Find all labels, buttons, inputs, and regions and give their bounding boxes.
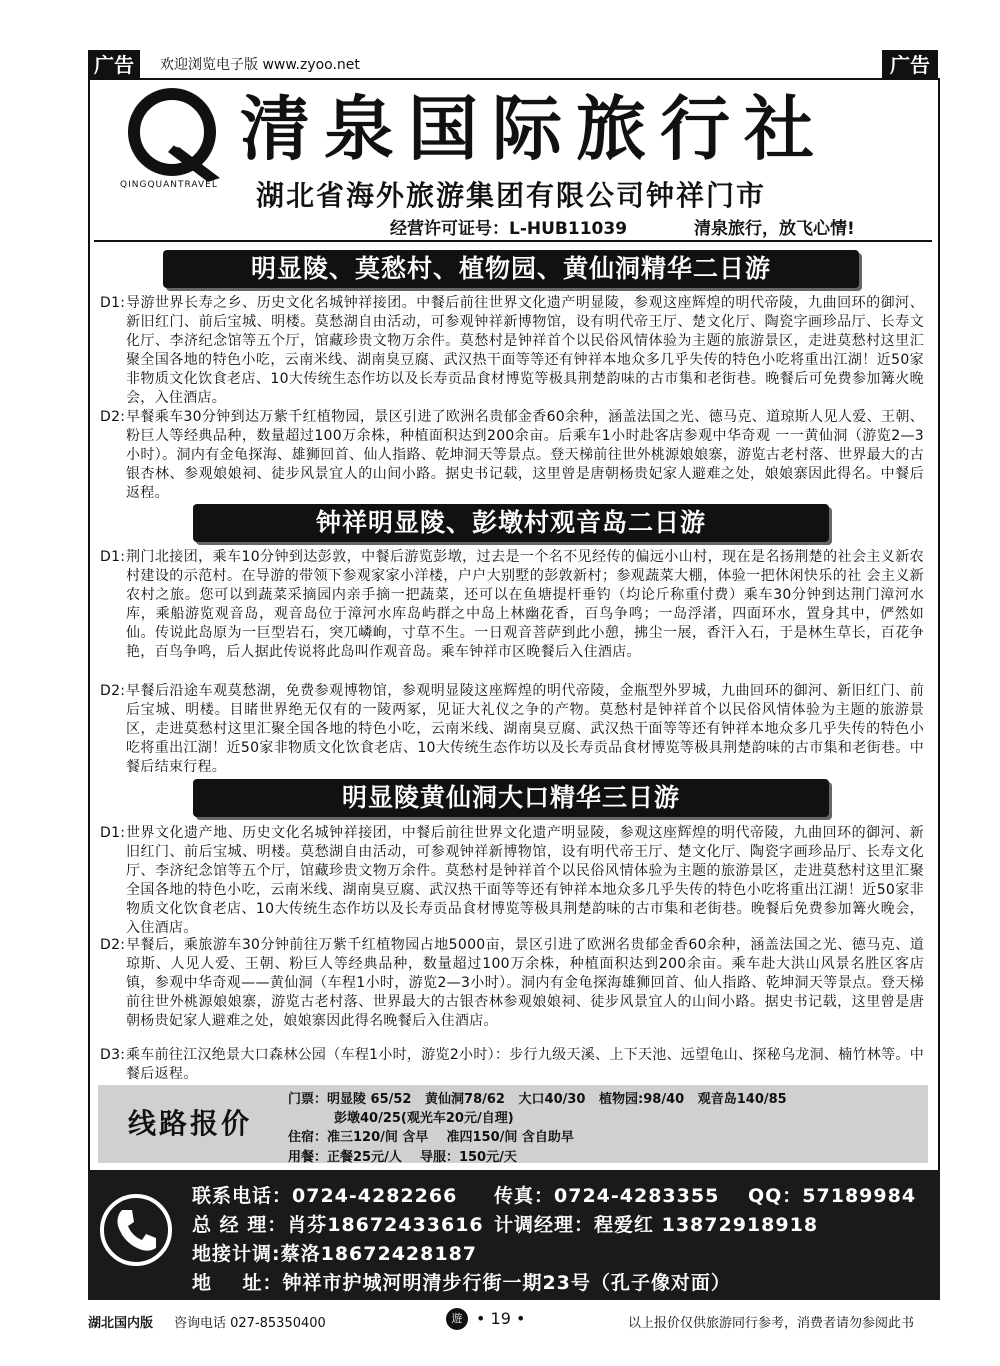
contact-address: 地 址：钟祥市护城河明清步行街一期23号（孔子像对面） bbox=[192, 1272, 731, 1294]
tour-3-day-1 bbox=[100, 824, 924, 938]
ad-tag-right: 广告 bbox=[882, 50, 938, 80]
ticket-prices-extra: 彭墩40/25(观光车20元/自理) bbox=[334, 1111, 514, 1126]
day-label: D3: bbox=[100, 1047, 126, 1063]
hotline-text: 咨询电话 027-85350400 bbox=[174, 1316, 326, 1331]
day-text: 荆门北接团，乘车10分钟到达彭敦，中餐后游览彭墩，过去是一个名不见经传的偏远小山村，现在是名扬荆楚的社会主义新农村建设的示范村。在导游的带领下参观家家小洋楼，户户大别墅的彭敦新村；参观蔬菜大棚，体验一把休闲快乐的社 会主义新农村之旅。您可以到蔬菜采摘园内亲手摘一把蔬菜，还可以在鱼塘提杆垂钓（均论斤称重付费）乘车30分钟到达荆门漳河水库，乘船游览观音岛，观音岛位于漳河水库岛屿群之中岛上林幽花香，百鸟争鸣；一岛浮渚，四面环水，置身其中，俨然如仙。传说此岛原为一巨型岩石，突兀嶙峋，寸草不生。一日观音菩萨到此小憩，拂尘一展，香汗入石，于是林生草长，百花争艳，百鸟争鸣，后人据此传说将此岛叫作观音岛。乘车钟祥市区晚餐后入住酒店。 bbox=[126, 549, 924, 660]
tour-1-day-2 bbox=[100, 408, 924, 503]
page-number: • 19 • bbox=[476, 1309, 526, 1328]
logo-badge-icon: 遊 bbox=[446, 1308, 468, 1330]
day-label: D2: bbox=[100, 937, 126, 953]
agency-slogan: 清泉旅行，放飞心情! bbox=[694, 219, 855, 239]
contact-local: 地接计调:蔡洛18672428187 bbox=[192, 1243, 478, 1265]
day-label: D1: bbox=[100, 549, 126, 565]
edition-label: 湖北国内版 bbox=[88, 1316, 154, 1331]
day-label: D1: bbox=[100, 295, 126, 311]
day-text: 早餐后沿途车观莫愁湖，免费参观博物馆，参观明显陵这座辉煌的明代帝陵，金瓶型外罗城，九曲回环的御河、新旧红门、前后宝城、明楼。目睹世界绝无仅有的一陵两冢，见证大礼仪之争的产物。莫愁村是钟祥首个以民俗风情体验为主题的旅游景区，走进莫愁村这里汇聚全国各地的特色小吃，云南米线、湖南臭豆腐、武汉热干面等等还有钟祥本地众多几乎失传的特色小吃将重出江湖！近50家非物质文化饮食老店、10大传统生态作坊以及长寿贡品食材博览等极具荆楚韵味的古市集和老街巷。中餐后结束行程。 bbox=[126, 683, 924, 775]
day-label: D1: bbox=[100, 825, 126, 841]
tour-1-day-1 bbox=[100, 294, 924, 408]
q-logo-icon bbox=[120, 86, 230, 186]
logo-caption: QINGQUANTRAVEL bbox=[120, 180, 218, 190]
agency-name: 清泉国际旅行社 bbox=[240, 87, 828, 170]
day-label: D2: bbox=[100, 683, 126, 699]
meal-guide-prices: 用餐：正餐25元/人 导服：150元/天 bbox=[288, 1150, 517, 1165]
tour-3-day-2 bbox=[100, 936, 924, 1031]
day-text: 导游世界长寿之乡、历史文化名城钟祥接团。中餐后前往世界文化遗产明显陵，参观这座辉煌的明代帝陵，九曲回环的御河、新旧红门、前后宝城、明楼。莫愁湖自由活动，可参观钟祥新博物馆，设有明代帝王厅、楚文化厅、陶瓷字画珍品厅、长寿文化厅、李济纪念馆等五个厅，馆藏珍贵文物万余件。莫愁村是钟祥首个以民俗风情体验为主题的旅游景区，走进莫愁村这里汇聚全国各地的特色小吃，云南米线、湖南臭豆腐、武汉热干面等等还有钟祥本地众多几乎失传的特色小吃将重出江湖！近50家非物质文化饮食老店、10大传统生态作坊以及长寿贡品食材博览等极具荆楚韵味的古市集和老街巷。晚餐后可免费参加篝火晚会，入住酒店。 bbox=[126, 295, 924, 406]
contact-qq: QQ：57189984 bbox=[748, 1185, 917, 1207]
tour-2-day-2 bbox=[100, 682, 924, 777]
agency-subtitle: 湖北省海外旅游集团有限公司钟祥门市 bbox=[256, 179, 767, 212]
contact-phone: 联系电话：0724-4282266 bbox=[192, 1185, 458, 1207]
logo-letter: Q bbox=[158, 115, 186, 150]
header-divider bbox=[94, 240, 932, 242]
tour-2-title: 钟祥明显陵、彭墩村观音岛二日游 bbox=[193, 504, 829, 542]
lodging-prices: 住宿：准三120/间 含早 准四150/间 含自助早 bbox=[288, 1130, 574, 1145]
day-text: 乘车前往江汉绝景大口森林公园（车程1小时，游览2小时）：步行九级天溪、上下天池、远望龟山、探秘乌龙洞、楠竹林等。中餐后返程。 bbox=[126, 1047, 924, 1082]
tour-2-day-1 bbox=[100, 548, 924, 662]
disclaimer-text: 以上报价仅供旅游同行参考，消费者请勿参阅此书 bbox=[628, 1316, 915, 1331]
ad-tag-left: 广告 bbox=[88, 50, 140, 80]
contact-scheduler: 计调经理：程爱红 13872918918 bbox=[494, 1214, 819, 1236]
agency-logo bbox=[120, 86, 230, 186]
site-url-text[interactable]: 欢迎浏览电子版 www.zyoo.net bbox=[160, 57, 360, 73]
tour-1-title: 明显陵、莫愁村、植物园、黄仙洞精华二日游 bbox=[163, 250, 859, 288]
phone-icon bbox=[98, 1192, 174, 1268]
contact-manager: 总 经 理：肖芬18672433616 bbox=[192, 1214, 484, 1236]
license-number: 经营许可证号：L-HUB11039 bbox=[390, 219, 628, 239]
ticket-prices: 门票：明显陵 65/52 黄仙洞78/62 大口40/30 植物园:98/40 观音岛140/85 bbox=[288, 1092, 787, 1107]
pricing-heading: 线路报价 bbox=[128, 1107, 253, 1140]
contact-fax: 传真：0724-4283355 bbox=[494, 1185, 720, 1207]
day-text: 世界文化遗产地、历史文化名城钟祥接团，中餐后前往世界文化遗产明显陵，参观这座辉煌的明代帝陵，九曲回环的御河、新旧红门、前后宝城、明楼。莫愁湖自由活动，可参观钟祥新博物馆，设有明代帝王厅、楚文化厅、陶瓷字画珍品厅、长寿文化厅、李济纪念馆等五个厅，馆藏珍贵文物万余件。莫愁村是钟祥首个以民俗风情体验为主题的旅游景区，走进莫愁村这里汇聚全国各地的特色小吃，云南米线、湖南臭豆腐、武汉热干面等等还有钟祥本地众多几乎失传的特色小吃将重出江湖！近50家非物质文化饮食老店、10大传统生态作坊以及长寿贡品食材博览等极具荆楚韵味的古市集和老街巷。晚餐后免费参加篝火晚会，入住酒店。 bbox=[126, 825, 924, 936]
tour-3-title: 明显陵黄仙洞大口精华三日游 bbox=[193, 779, 829, 817]
tour-3-day-3 bbox=[100, 1046, 924, 1084]
day-text: 早餐乘车30分钟到达万紫千红植物园，景区引进了欧洲名贵郁金香60余种，涵盖法国之光、德马克、道琼斯人见人爱、王朝、粉巨人等经典品种，数量超过100万余株，种植面积达到200余亩。后乘车1小时赴客店参观中华奇观 一一黄仙洞（游览2—3小时）。洞内有金龟探海、雄狮回首、仙人指路、乾坤洞天等景点。登天梯前往世外桃源娘娘寨，游览古老村落、世界最大的古银杏林、参观娘娘祠、徒步风景宜人的山间小路。据史书记载，这里曾是唐朝杨贵妃家人避难之处，娘娘寨因此得名。中餐后返程。 bbox=[126, 409, 924, 501]
day-label: D2: bbox=[100, 409, 126, 425]
day-text: 早餐后，乘旅游车30分钟前往万紫千红植物园占地5000亩，景区引进了欧洲名贵郁金香60余种，涵盖法国之光、德马克、道琼斯、人见人爱、王朝、粉巨人等经典品种，数量超过100万余株，种植面积达到200余亩。乘车赴大洪山风景名胜区客店镇，参观中华奇观——黄仙洞（车程1小时，游览2—3小时）。洞内有金龟探海雄狮回首、仙人指路、乾坤洞天等景点。登天梯前往世外桃源娘娘寨，游览古老村落、世界最大的古银杏林参观娘娘祠、徒步风景宜人的山间小路。据史书记载，这里曾是唐朝杨贵妃家人避难之处，娘娘寨因此得名晚餐后入住酒店。 bbox=[126, 937, 924, 1029]
